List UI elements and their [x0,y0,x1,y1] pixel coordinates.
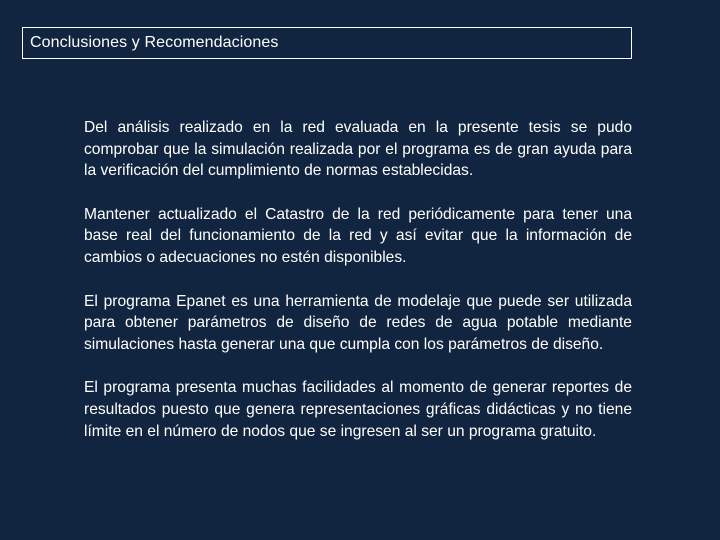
paragraph-4: El programa presenta muchas facilidades al momento de generar reportes de resultados puesto que genera representaciones gráficas didácticas y no tiene límite en el número de nodos que se ingresen al ser un programa gratuito. [84,379,632,440]
paragraph-2: Mantener actualizado el Catastro de la red periódicamente para tener una base real del funcionamiento de la red y así evitar que la información de cambios o adecuaciones no estén disponibles. [84,205,632,266]
paragraph-3: El programa Epanet es una herramienta de modelaje que puede ser utilizada para obtener parámetros de diseño de redes de agua potable mediante simulaciones hasta generar una que cumpla con los parámetros de diseño. [84,292,632,353]
title-box [22,27,632,59]
page-title: Conclusiones y Recomendaciones [30,34,279,51]
paragraph-1: Del análisis realizado en la red evaluada en la presente tesis se pudo comprobar que la simulación realizada por el programa es de gran ayuda para la verificación del cumplimiento de normas establecidas. [84,119,632,180]
conclusions-body [84,117,632,464]
